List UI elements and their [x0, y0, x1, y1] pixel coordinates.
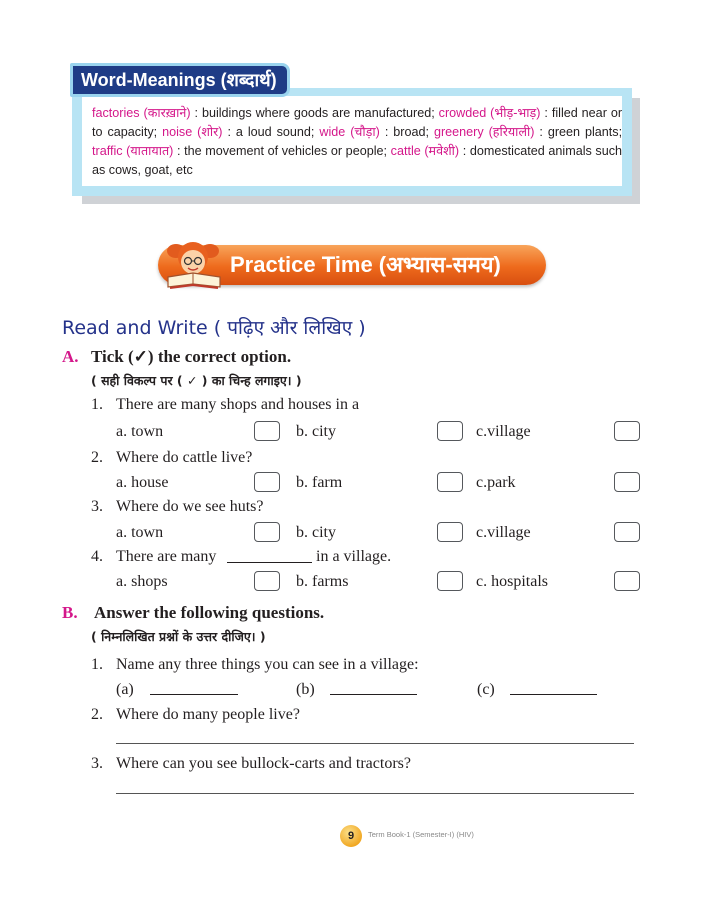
section-b-hindi: ( निम्नलिखित प्रश्नों के उत्तर दीजिए। ) [91, 629, 266, 644]
term-factories: factories (कारख़ाने) [92, 106, 191, 120]
meaning-crowded: filled near or to capacity; [92, 106, 623, 139]
question-number: 2. [91, 706, 103, 723]
question-text-before: There are many [116, 548, 217, 565]
option-c-checkbox[interactable] [614, 421, 640, 441]
part-a-label: (a) [116, 681, 134, 698]
section-a-hindi: ( सही विकल्प पर ( ✓ ) का चिन्ह लगाइए। ) [91, 373, 302, 388]
read-and-write-heading: Read and Write ( पढ़िए और लिखिए ) [62, 317, 366, 339]
girl-reading-icon [160, 235, 230, 291]
sep: : [540, 106, 552, 120]
question-text: Where do cattle live? [116, 449, 253, 466]
question-text: Where do we see huts? [116, 498, 264, 515]
sep: : [459, 144, 470, 158]
sep: : [534, 125, 548, 139]
option-b-checkbox[interactable] [437, 472, 463, 492]
section-b-letter: B. [62, 603, 78, 622]
term-traffic: traffic (यातायात) [92, 144, 174, 158]
term-crowded: crowded (भीड़-भाड़) [438, 106, 541, 120]
part-c-label: (c) [477, 681, 495, 698]
section-b-title: Answer the following questions. [94, 603, 325, 622]
option-a: a. house [116, 474, 169, 491]
option-c-checkbox[interactable] [614, 522, 640, 542]
question-number: 4. [91, 548, 103, 565]
option-c-checkbox[interactable] [614, 472, 640, 492]
word-meanings-title: Word-Meanings (शब्दार्थ) [70, 63, 290, 97]
option-a: a. town [116, 423, 164, 440]
meaning-greenery: green plants; [547, 125, 623, 139]
option-c: c. hospitals [476, 573, 548, 590]
option-b-checkbox[interactable] [437, 421, 463, 441]
question-number: 3. [91, 498, 103, 515]
option-b: b. city [296, 524, 336, 541]
term-cattle: cattle (मवेशी) [390, 144, 460, 158]
question-number: 3. [91, 755, 103, 772]
fill-blank[interactable] [227, 562, 312, 563]
answer-blank-b[interactable] [330, 694, 417, 695]
word-meanings-text [92, 104, 622, 180]
section-a-letter: A. [62, 347, 79, 366]
question-text: Where do many people live? [116, 706, 300, 723]
sep: : [379, 125, 394, 139]
option-c: c.park [476, 474, 516, 491]
question-text: There are many shops and houses in a [116, 396, 360, 413]
answer-blank-a[interactable] [150, 694, 238, 695]
option-a-checkbox[interactable] [254, 522, 280, 542]
option-a-checkbox[interactable] [254, 472, 280, 492]
answer-line[interactable] [116, 793, 634, 794]
footer-text: Term Book-1 (Semester-I) (HIV) [368, 830, 474, 839]
option-b-checkbox[interactable] [437, 522, 463, 542]
option-c: c.village [476, 524, 531, 541]
sep: : [173, 144, 185, 158]
meaning-factories: buildings where goods are manufactured; [201, 106, 435, 120]
practice-time-title: Practice Time (अभ्यास-समय) [230, 252, 501, 277]
box-inner [82, 96, 622, 186]
term-wide: wide (चौड़ा) [319, 125, 380, 139]
option-c-checkbox[interactable] [614, 571, 640, 591]
meaning-traffic: the movement of vehicles or people; [184, 144, 388, 158]
question-text: Name any three things you can see in a village: [116, 656, 419, 673]
sep: : [222, 125, 236, 139]
option-b: b. farms [296, 573, 349, 590]
word-meanings-box [72, 88, 632, 196]
option-a-checkbox[interactable] [254, 421, 280, 441]
term-noise: noise (शोर) [162, 125, 223, 139]
option-a-checkbox[interactable] [254, 571, 280, 591]
option-b: b. city [296, 423, 336, 440]
answer-line[interactable] [116, 743, 634, 744]
question-text-after: in a village. [316, 548, 392, 565]
option-a: a. town [116, 524, 164, 541]
option-a: a. shops [116, 573, 168, 590]
option-b-checkbox[interactable] [437, 571, 463, 591]
meaning-wide: broad; [393, 125, 429, 139]
page-number: 9 [340, 825, 362, 847]
answer-blank-c[interactable] [510, 694, 597, 695]
option-c: c.village [476, 423, 531, 440]
section-a-title: Tick (✓) the correct option. [91, 347, 292, 366]
meaning-cattle: domesticated animals such as cows, goat, etc [92, 144, 623, 177]
term-greenery: greenery (हरियाली) [433, 125, 535, 139]
meaning-noise: a loud sound; [235, 125, 315, 139]
question-number: 1. [91, 396, 103, 413]
option-b: b. farm [296, 474, 343, 491]
question-number: 1. [91, 656, 103, 673]
question-text: Where can you see bullock-carts and tractors? [116, 755, 411, 772]
sep: : [190, 106, 202, 120]
part-b-label: (b) [296, 681, 315, 698]
question-number: 2. [91, 449, 103, 466]
